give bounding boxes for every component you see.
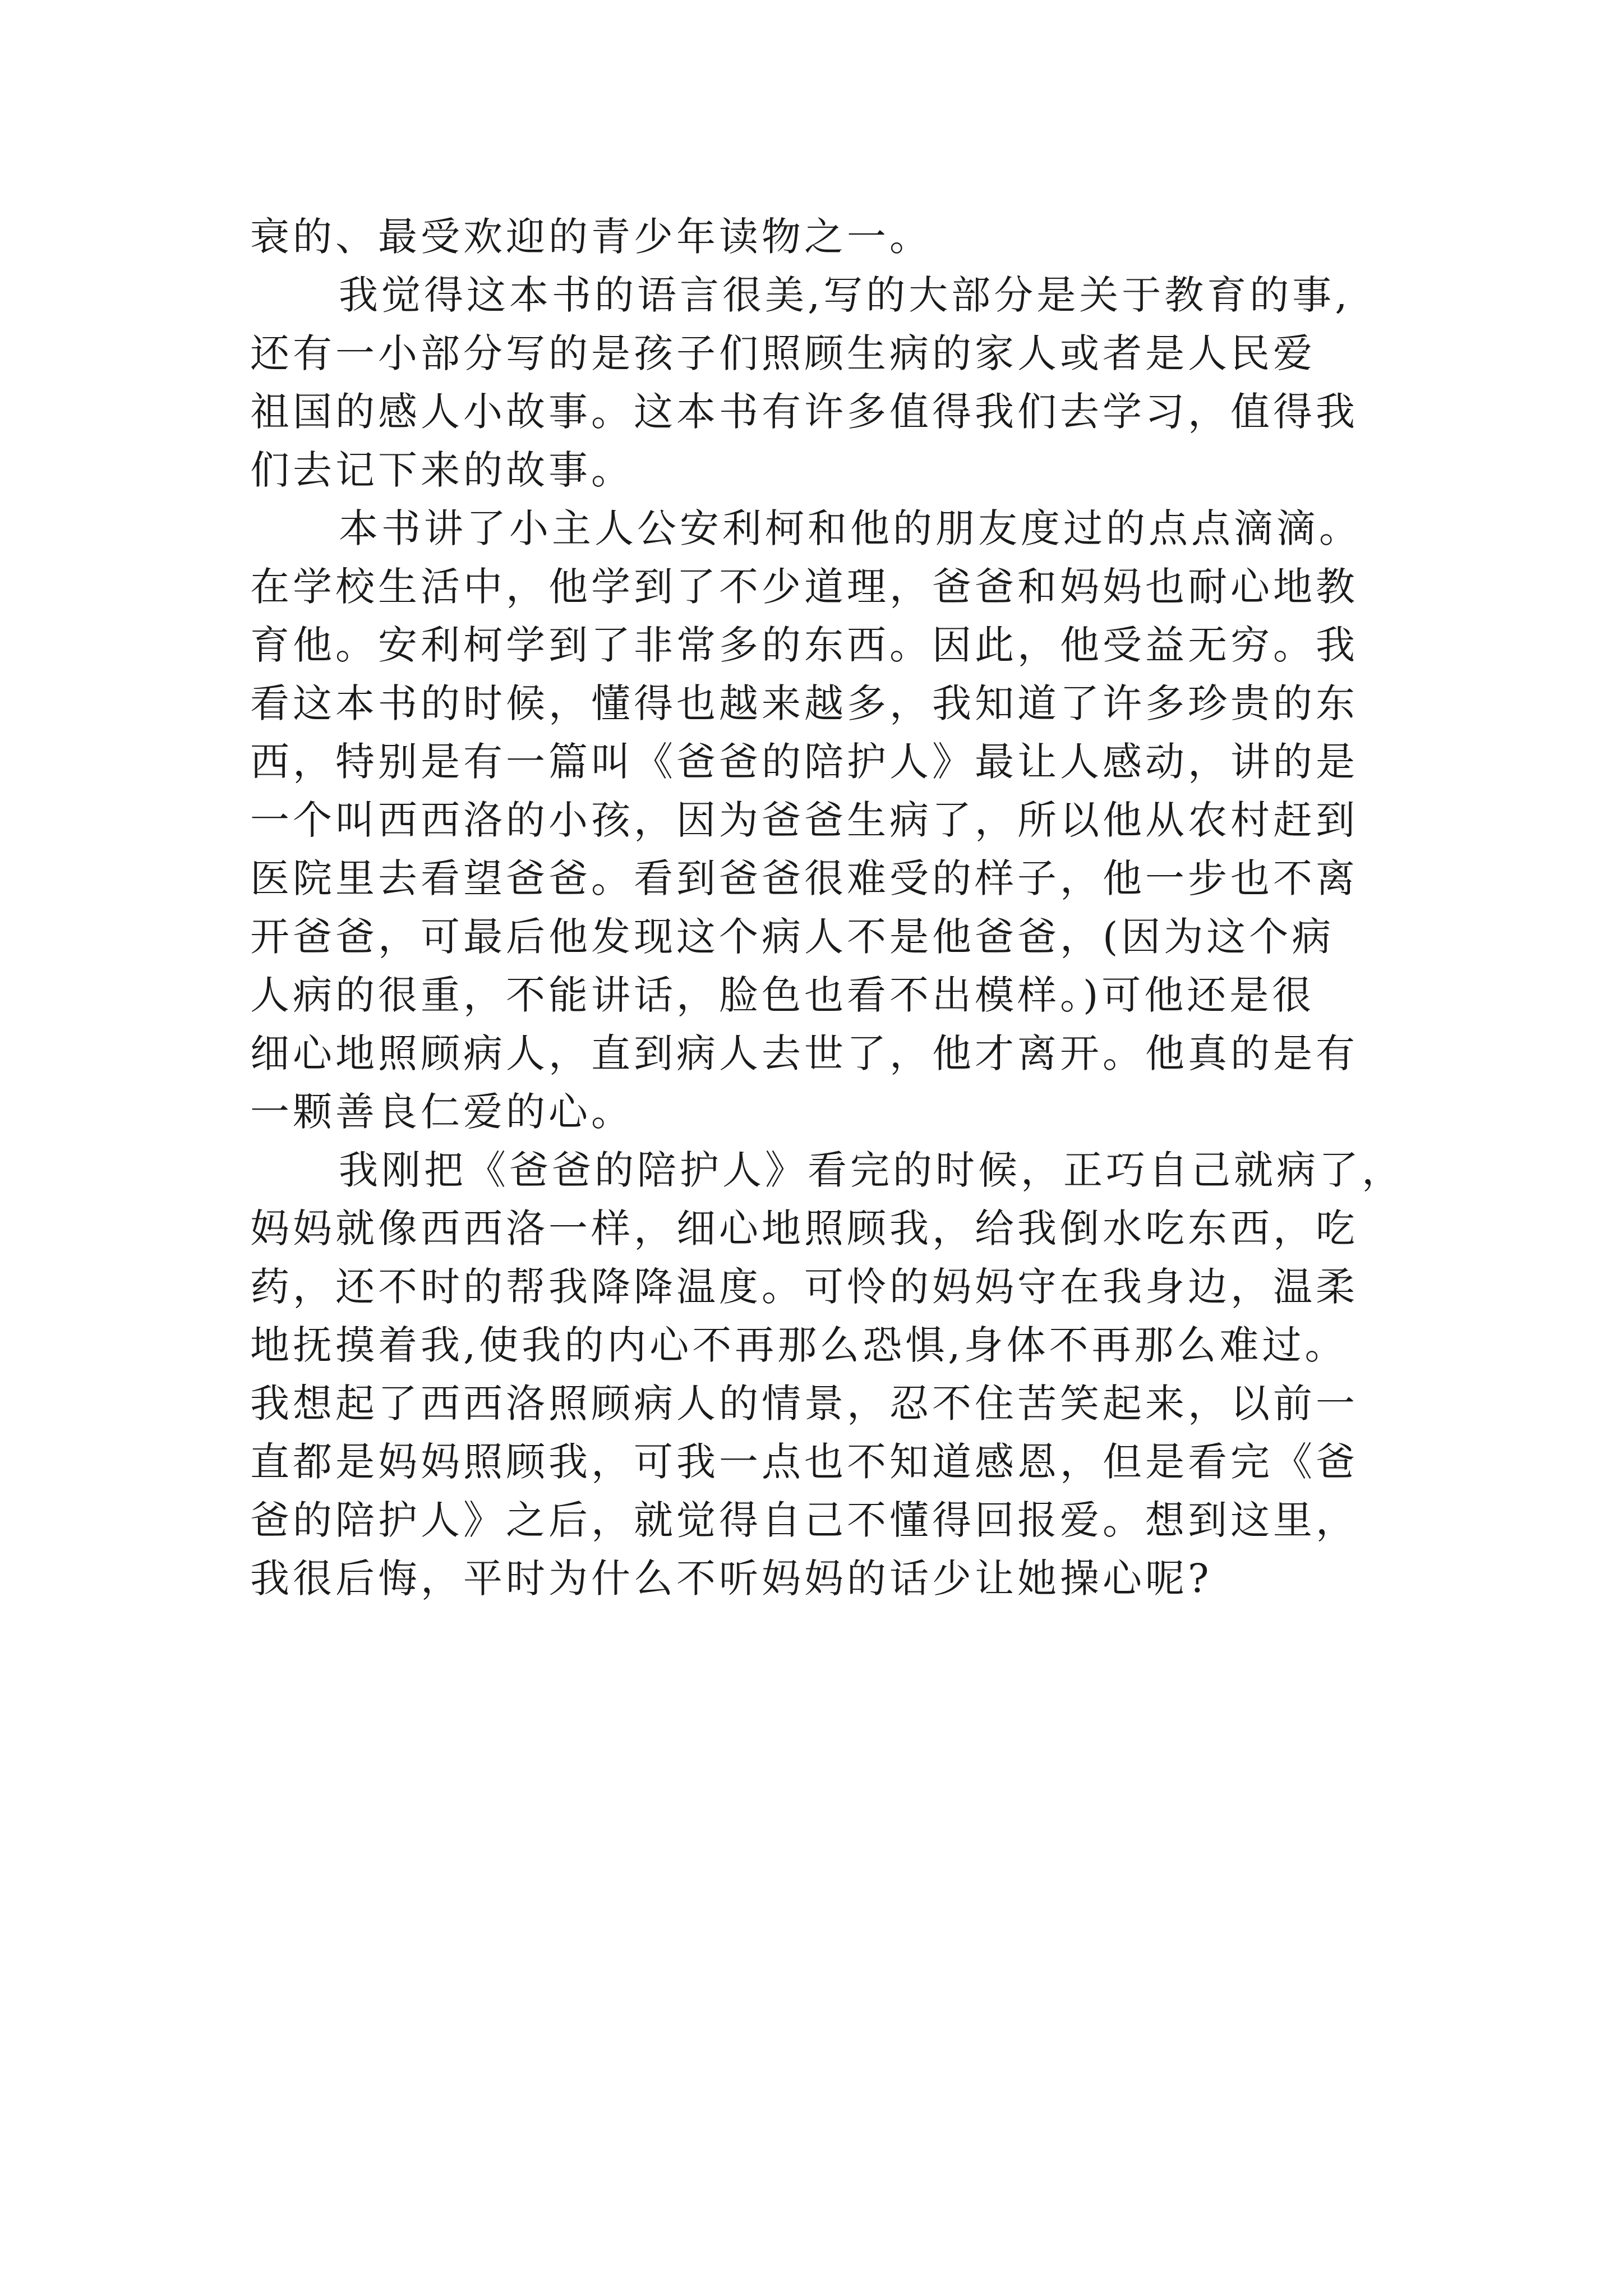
paragraph-line: 在学校生活中，他学到了不少道理，爸爸和妈妈也耐心地教 — [250, 564, 1358, 610]
paragraph-line: 直都是妈妈照顾我，可我一点也不知道感恩，但是看完《爸 — [250, 1439, 1358, 1485]
paragraph-line: 我想起了西西洛照顾病人的情景，忍不住苦笑起来，以前一 — [250, 1381, 1358, 1427]
essay-body — [250, 208, 1404, 1608]
paragraph-line: 医院里去看望爸爸。看到爸爸很难受的样子，他一步也不离 — [250, 855, 1358, 901]
paragraph-line: 人病的很重，不能讲话，脸色也看不出模样。)可他还是很 — [250, 972, 1315, 1018]
paragraph-line: 地抚摸着我,使我的内心不再那么恐惧,身体不再那么难过。 — [250, 1322, 1348, 1368]
paragraph-line: 我觉得这本书的语言很美,写的大部分是关于教育的事, — [339, 272, 1351, 318]
paragraph-line: 祖国的感人小故事。这本书有许多值得我们去学习，值得我 — [250, 389, 1358, 435]
paragraph-line: 还有一小部分写的是孩子们照顾生病的家人或者是人民爱 — [250, 330, 1316, 376]
paragraph-line: 我很后悔，平时为什么不听妈妈的话少让她操心呢? — [250, 1556, 1212, 1602]
paragraph-line: 爸的陪护人》之后，就觉得自己不懂得回报爱。想到这里， — [250, 1497, 1358, 1543]
paragraph-line: 药，还不时的帮我降降温度。可怜的妈妈守在我身边，温柔 — [250, 1264, 1358, 1310]
paragraph-line: 我刚把《爸爸的陪护人》看完的时候，正巧自己就病了， — [339, 1147, 1404, 1193]
paragraph-line: 开爸爸，可最后他发现这个病人不是他爸爸，(因为这个病 — [250, 914, 1335, 960]
paragraph-line: 育他。安利柯学到了非常多的东西。因此，他受益无穷。我 — [250, 622, 1358, 668]
paragraph-line: 细心地照顾病人，直到病人去世了，他才离开。他真的是有 — [250, 1030, 1358, 1076]
paragraph-line: 看这本书的时候，懂得也越来越多，我知道了许多珍贵的东 — [250, 680, 1358, 726]
paragraph-line: 衰的、最受欢迎的青少年读物之一。 — [250, 214, 932, 260]
paragraph-line: 们去记下来的故事。 — [250, 447, 634, 493]
paragraph-line: 一个叫西西洛的小孩，因为爸爸生病了，所以他从农村赶到 — [250, 797, 1358, 843]
paragraph-line: 西，特别是有一篇叫《爸爸的陪护人》最让人感动，讲的是 — [250, 739, 1358, 785]
paragraph-line: 一颗善良仁爱的心。 — [250, 1089, 634, 1135]
paragraph-line: 妈妈就像西西洛一样，细心地照顾我，给我倒水吃东西，吃 — [250, 1205, 1358, 1251]
paragraph-line: 本书讲了小主人公安利柯和他的朋友度过的点点滴滴。 — [339, 505, 1362, 551]
